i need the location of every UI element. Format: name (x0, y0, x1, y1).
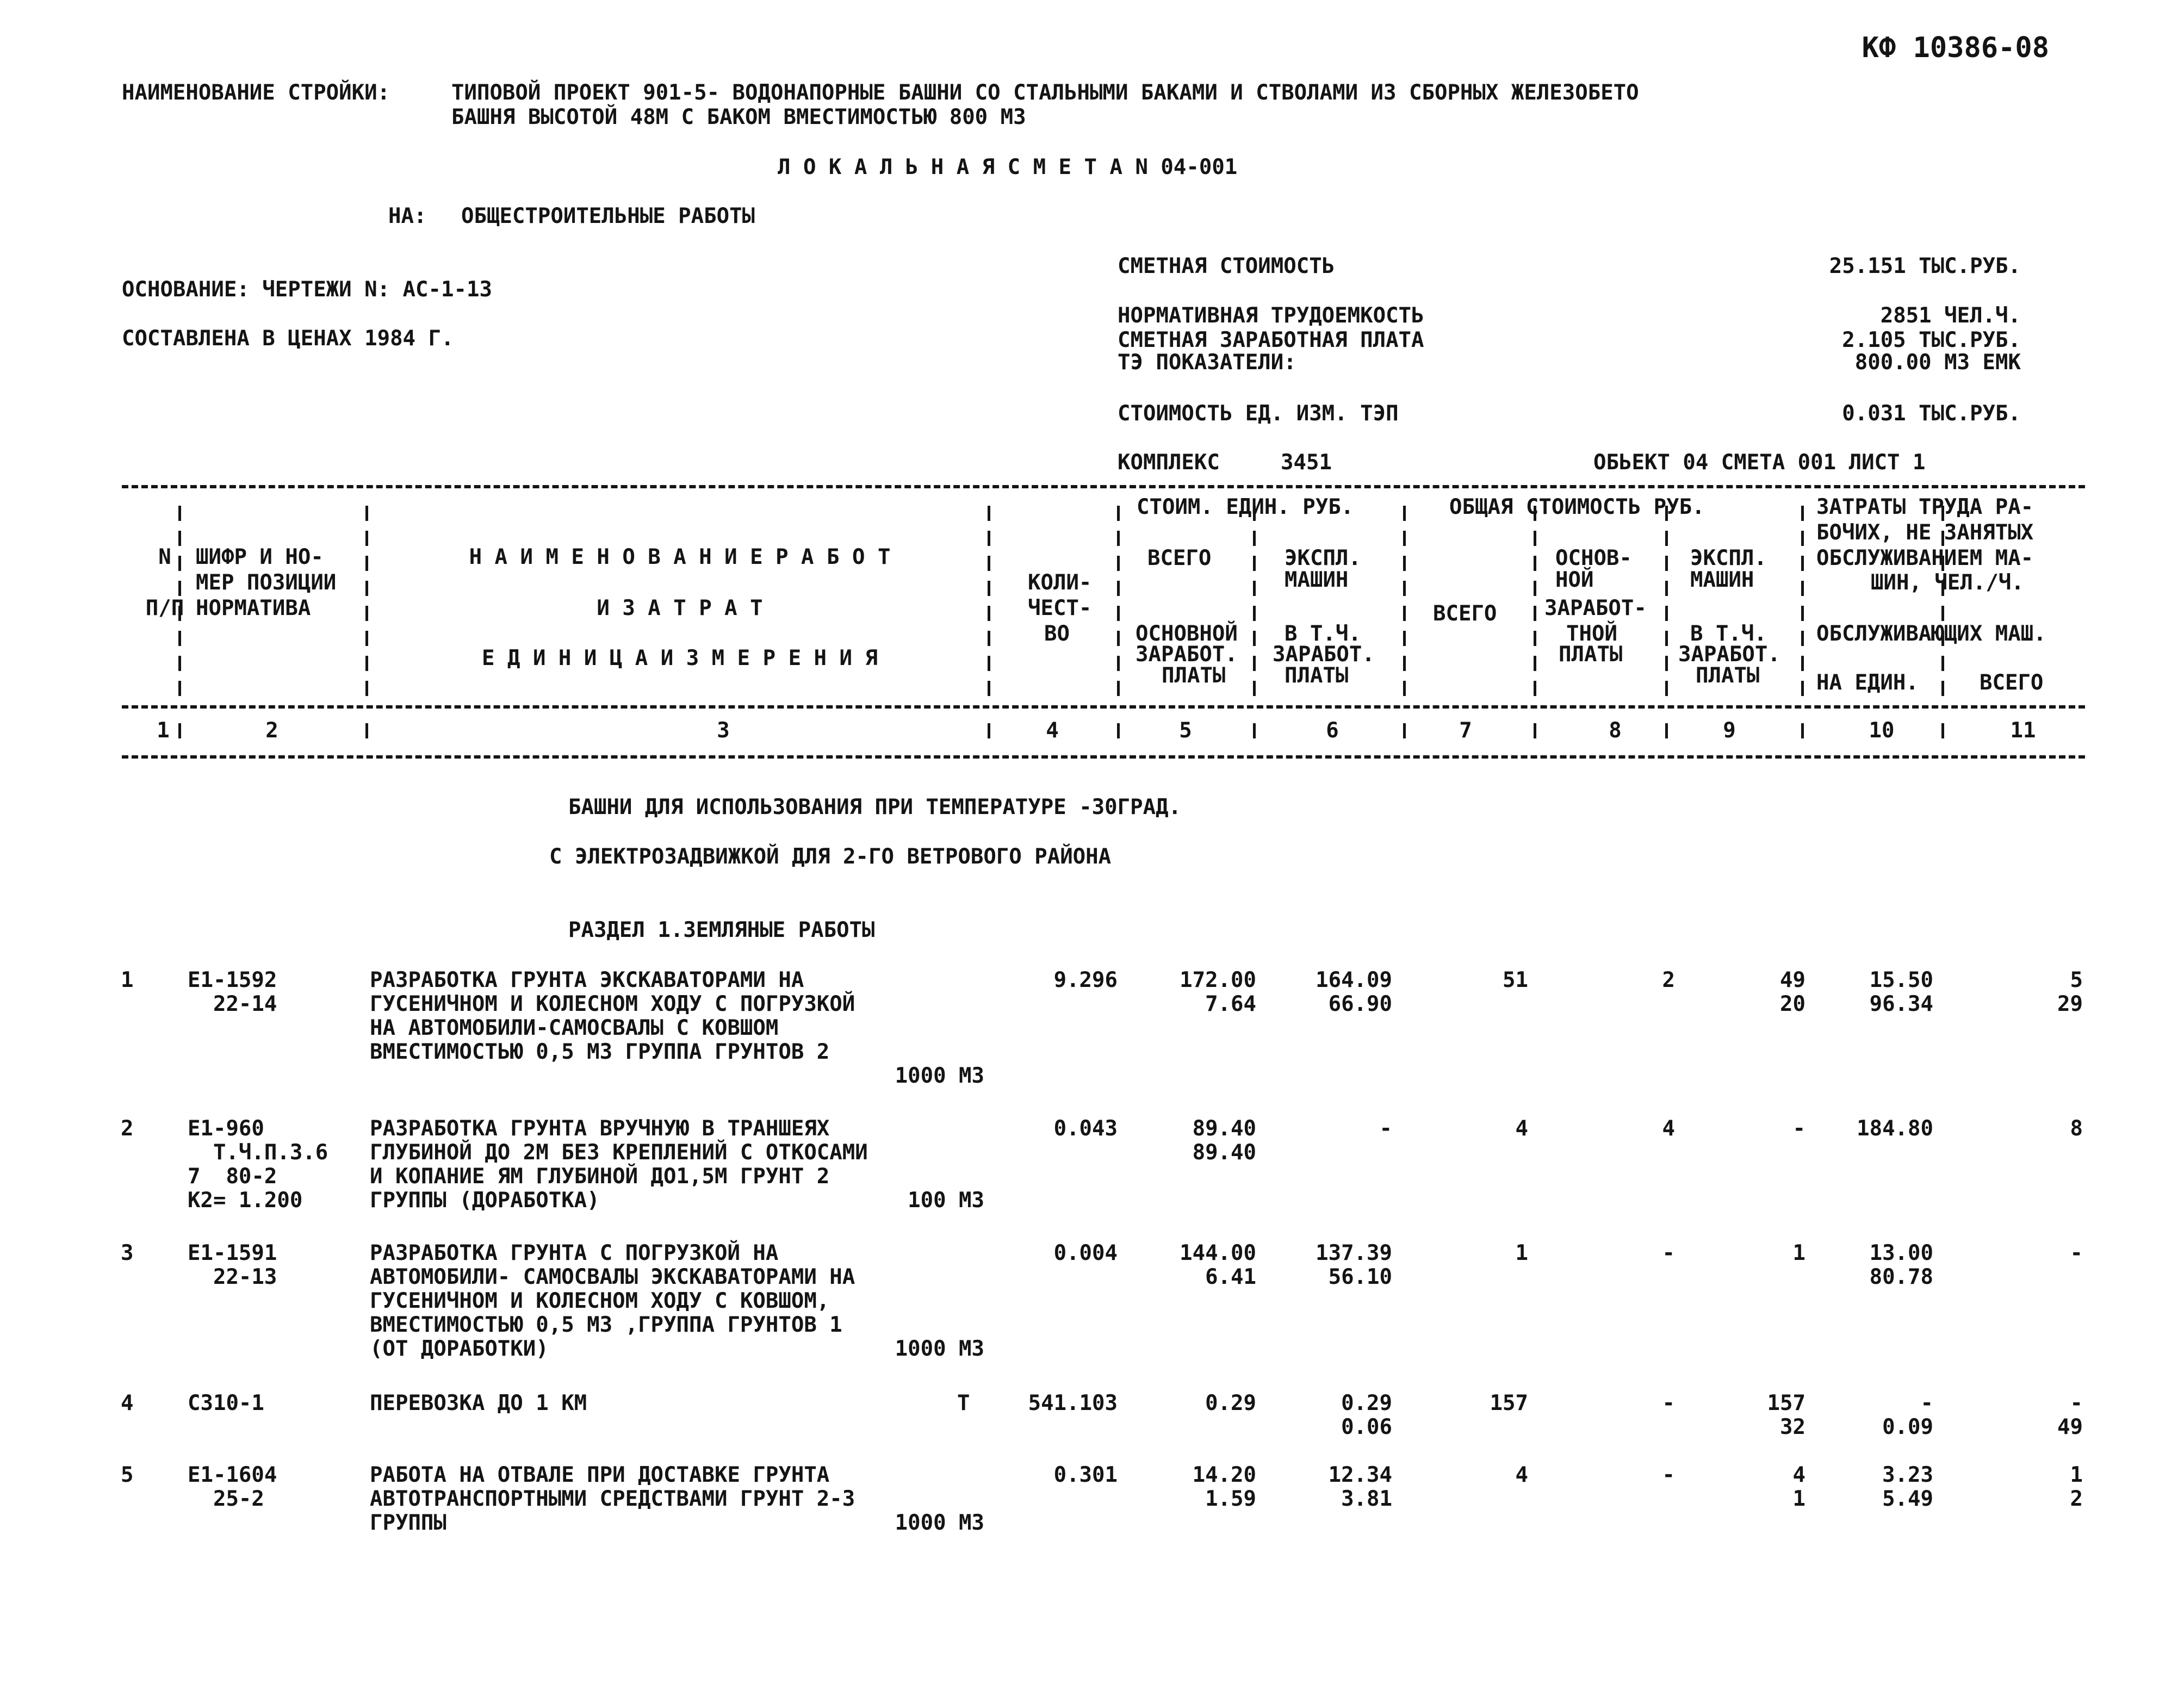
header-col-11: ВСЕГО (1980, 670, 2044, 695)
row-cell-c9: 1 (1792, 1487, 1805, 1511)
construction-label: НАИМЕНОВАНИЕ СТРОЙКИ: (122, 80, 390, 105)
row-cell-c7: 157 (1490, 1391, 1528, 1415)
complex-value: 3451 (1281, 450, 1332, 475)
header-labor-line-2: БОЧИХ, НЕ ЗАНЯТЫХ (1816, 520, 2034, 545)
construction-line-1: ТИПОВОЙ ПРОЕКТ 901-5- ВОДОНАПОРНЫЕ БАШНИ СО СТАЛЬНЫМИ БАКАМИ И СТВОЛАМИ ИЗ СБОРНЫХ ЖЕЛЕЗОБЕТО (451, 80, 1639, 105)
header-col-8-line-4: ТНОЙ (1566, 622, 1617, 646)
column-separator-tick (365, 656, 368, 671)
column-separator-tick (1941, 606, 1944, 621)
column-separator-tick (178, 531, 181, 546)
row-unit: 1000 М3 (895, 1511, 984, 1535)
row-cell-c9: 1 (1792, 1241, 1805, 1265)
row-code: 22-13 (188, 1265, 277, 1289)
document-code: КФ 10386-08 (1862, 32, 2049, 64)
row-quantity: 541.103 (1028, 1391, 1118, 1415)
row-code: Е1-1592 (188, 968, 277, 992)
summary-value-unit-cost: 0.031 ТЫС.РУБ. (1842, 401, 2021, 426)
header-col-3-line-1: Н А И М Е Н О В А Н И Е Р А Б О Т (469, 545, 891, 569)
summary-label-cost: СМЕТНАЯ СТОИМОСТЬ (1118, 254, 1335, 278)
section-line-2: С ЭЛЕКТРОЗАДВИЖКОЙ ДЛЯ 2-ГО ВЕТРОВОГО РАЙОНА (549, 844, 1112, 869)
header-col-6-line-1: ЭКСПЛ. (1285, 546, 1361, 570)
row-code: Т.Ч.П.3.6 (188, 1140, 328, 1165)
column-separator-tick (988, 531, 990, 546)
column-separator-tick (1665, 531, 1668, 546)
header-col-5-line-3: ЗАРАБОТ. (1136, 642, 1238, 667)
row-cell-c5: 0.29 (1205, 1391, 1256, 1415)
column-separator-tick (1534, 531, 1536, 546)
row-quantity: 0.004 (1053, 1241, 1118, 1265)
object-info: ОБЬЕКТ 04 СМЕТА 001 ЛИСТ 1 (1593, 450, 1926, 475)
column-separator-tick (365, 506, 368, 521)
row-quantity: 0.301 (1053, 1463, 1118, 1487)
summary-label-wages: СМЕТНАЯ ЗАРАБОТНАЯ ПЛАТА (1118, 328, 1424, 352)
table-header-rule (122, 705, 2085, 709)
column-number-4: 4 (1046, 718, 1059, 743)
column-separator-tick (365, 606, 368, 621)
summary-value-wages: 2.105 ТЫС.РУБ. (1842, 328, 2021, 352)
row-name-line: РАЗРАБОТКА ГРУНТА ЭКСКАВАТОРАМИ НА (370, 968, 804, 992)
row-name-line: ВМЕСТИМОСТЬЮ 0,5 М3 ,ГРУППА ГРУНТОВ 1 (370, 1313, 842, 1337)
construction-line-2: БАШНЯ ВЫСОТОЙ 48М С БАКОМ ВМЕСТИМОСТЬЮ 800 М3 (451, 105, 1026, 129)
row-code: 7 80-2 (188, 1164, 277, 1189)
summary-value-indicators: 800.00 М3 ЕМК (1854, 350, 2021, 375)
row-name-line: РАБОТА НА ОТВАЛЕ ПРИ ДОСТАВКЕ ГРУНТА (370, 1463, 830, 1487)
row-cell-c8: - (1662, 1241, 1675, 1265)
column-separator-tick (1403, 606, 1406, 621)
column-separator-tick (1801, 656, 1804, 671)
row-cell-c11: 49 (2057, 1415, 2083, 1439)
column-number-7: 7 (1459, 718, 1472, 743)
row-cell-c7: 1 (1515, 1241, 1528, 1265)
column-number-1: 1 (157, 718, 170, 743)
row-name-line: НА АВТОМОБИЛИ-САМОСВАЛЫ С КОВШОМ (370, 1016, 779, 1040)
column-number-2: 2 (265, 718, 278, 743)
row-cell-c6: 164.09 (1316, 968, 1392, 992)
column-separator-tick (1403, 681, 1406, 696)
header-col-9-line-3: В Т.Ч. (1690, 622, 1767, 646)
column-separator-tick (365, 681, 368, 696)
column-separator-tick (988, 556, 990, 571)
header-col-3-line-2: И З А Т Р А Т (597, 596, 763, 620)
column-separator-tick (1941, 681, 1944, 696)
column-separator-tick (1403, 506, 1406, 521)
column-separator-tick (365, 581, 368, 596)
column-separator-tick (1534, 723, 1536, 738)
column-separator-tick (1403, 556, 1406, 571)
column-separator-tick (1253, 723, 1256, 738)
column-separator-tick (1253, 656, 1256, 671)
row-cell-c11: 2 (2070, 1487, 2083, 1511)
column-separator-tick (1665, 631, 1668, 646)
summary-label-indicators: ТЭ ПОКАЗАТЕЛИ: (1118, 350, 1296, 375)
row-name-line: ГУСЕНИЧНОМ И КОЛЕСНОМ ХОДУ С КОВШОМ, (370, 1289, 830, 1313)
row-cell-c9: 157 (1767, 1391, 1805, 1415)
row-quantity: 0.043 (1053, 1116, 1118, 1141)
row-cell-c5: 172.00 (1180, 968, 1256, 992)
column-separator-tick (1403, 723, 1406, 738)
column-separator-tick (365, 723, 368, 738)
column-separator-tick (1665, 556, 1668, 571)
column-separator-tick (1117, 556, 1120, 571)
header-col-1-line-2: П/П (145, 596, 184, 620)
column-separator-tick (1665, 581, 1668, 596)
column-separator-tick (1534, 581, 1536, 596)
column-separator-tick (1117, 531, 1120, 546)
column-separator-tick (1117, 656, 1120, 671)
row-name-line: РАЗРАБОТКА ГРУНТА ВРУЧНУЮ В ТРАНШЕЯХ (370, 1116, 830, 1141)
row-name-line: РАЗРАБОТКА ГРУНТА С ПОГРУЗКОЙ НА (370, 1241, 779, 1265)
row-name-line: ГЛУБИНОЙ ДО 2М БЕЗ КРЕПЛЕНИЙ С ОТКОСАМИ (370, 1140, 868, 1165)
column-separator-tick (1117, 681, 1120, 696)
header-col-6-line-4: ЗАРАБОТ. (1273, 642, 1375, 667)
row-number: 3 (121, 1241, 134, 1265)
row-name-line: АВТОМОБИЛИ- САМОСВАЛЫ ЭКСКАВАТОРАМИ НА (370, 1265, 855, 1289)
row-cell-c10: 5.49 (1882, 1487, 1933, 1511)
row-code: С310-1 (188, 1391, 264, 1415)
column-separator-tick (1403, 531, 1406, 546)
row-code: Е1-960 (188, 1116, 264, 1141)
header-col-8-line-1: ОСНОВ- (1555, 546, 1632, 570)
column-separator-tick (1665, 656, 1668, 671)
header-col-9-line-1: ЭКСПЛ. (1690, 546, 1767, 570)
row-number: 1 (121, 968, 134, 992)
header-col-5-line-2: ОСНОВНОЙ (1136, 622, 1238, 646)
column-separator-tick (988, 723, 990, 738)
row-name-line: И КОПАНИЕ ЯМ ГЛУБИНОЙ ДО1,5М ГРУНТ 2 (370, 1164, 830, 1189)
header-service: ОБСЛУЖИВАЮЩИХ МАШ. (1816, 622, 2046, 646)
row-code: 25-2 (188, 1487, 264, 1511)
row-cell-c6: 56.10 (1328, 1265, 1392, 1289)
row-name-line: ВМЕСТИМОСТЬЮ 0,5 М3 ГРУППА ГРУНТОВ 2 (370, 1040, 830, 1064)
row-cell-c10: 15.50 (1869, 968, 1933, 992)
row-unit: Т (957, 1391, 970, 1415)
row-cell-c6: 12.34 (1328, 1463, 1392, 1487)
column-separator-tick (1534, 681, 1536, 696)
header-col-4-line-2: ЧЕСТ- (1028, 596, 1092, 620)
row-name-line: ГУСЕНИЧНОМ И КОЛЕСНОМ ХОДУ С ПОГРУЗКОЙ (370, 992, 855, 1016)
header-col-2-line-3: НОРМАТИВА (196, 596, 311, 620)
summary-label-unit-cost: СТОИМОСТЬ ЕД. ИЗМ. ТЭП (1118, 401, 1399, 426)
column-separator-tick (988, 606, 990, 621)
row-name-line: (ОТ ДОРАБОТКИ) (370, 1337, 549, 1361)
column-separator-tick (1117, 506, 1120, 521)
column-separator-tick (1253, 606, 1256, 621)
section-line-1: БАШНИ ДЛЯ ИСПОЛЬЗОВАНИЯ ПРИ ТЕМПЕРАТУРЕ -30ГРАД. (568, 795, 1182, 819)
header-col-3-line-3: Е Д И Н И Ц А И З М Е Р Е Н И Я (482, 646, 878, 670)
row-cell-c6: 3.81 (1341, 1487, 1392, 1511)
header-unit-cost: СТОИМ. ЕДИН. РУБ. (1137, 495, 1354, 519)
row-cell-c10: 3.23 (1882, 1463, 1933, 1487)
column-separator-tick (988, 656, 990, 671)
row-cell-c9: 4 (1792, 1463, 1805, 1487)
basis-text: ОСНОВАНИЕ: ЧЕРТЕЖИ N: АС-1-13 (122, 277, 492, 302)
column-number-5: 5 (1179, 718, 1192, 743)
column-separator-tick (1801, 531, 1804, 546)
column-number-10: 10 (1869, 718, 1895, 743)
header-col-9-line-2: МАШИН (1690, 568, 1754, 592)
row-unit: 100 М3 (908, 1188, 984, 1213)
column-separator-tick (1253, 631, 1256, 646)
column-separator-tick (1253, 556, 1256, 571)
header-total-cost: ОБЩАЯ СТОИМОСТЬ РУБ. (1449, 495, 1705, 519)
row-cell-c10: 96.34 (1869, 992, 1933, 1016)
row-cell-c5: 89.40 (1192, 1116, 1256, 1141)
summary-value-cost: 25.151 ТЫС.РУБ. (1829, 254, 2021, 278)
column-separator-tick (1117, 631, 1120, 646)
column-separator-tick (1665, 723, 1668, 738)
column-separator-tick (1801, 606, 1804, 621)
column-number-3: 3 (717, 718, 730, 743)
column-separator-tick (1665, 606, 1668, 621)
header-col-5-line-4: ПЛАТЫ (1162, 663, 1226, 688)
header-col-6-line-5: ПЛАТЫ (1285, 663, 1349, 688)
header-labor-line-1: ЗАТРАТЫ ТРУДА РА- (1816, 495, 2034, 519)
row-cell-c5: 6.41 (1205, 1265, 1256, 1289)
column-separator-tick (1534, 656, 1536, 671)
row-cell-c11: 29 (2057, 992, 2083, 1016)
row-cell-c8: - (1662, 1391, 1675, 1415)
row-cell-c5: 89.40 (1192, 1140, 1256, 1165)
header-col-4-line-1: КОЛИ- (1028, 570, 1092, 595)
column-separator-tick (1253, 681, 1256, 696)
column-separator-tick (178, 656, 181, 671)
complex-label: КОМПЛЕКС (1118, 450, 1220, 475)
row-cell-c10: 80.78 (1869, 1265, 1933, 1289)
column-number-9: 9 (1723, 718, 1736, 743)
header-col-7: ВСЕГО (1433, 601, 1497, 626)
header-col-9-line-4: ЗАРАБОТ. (1678, 642, 1780, 667)
column-separator-tick (178, 506, 181, 521)
column-separator-tick (1941, 656, 1944, 671)
estimate-title: Л О К А Л Ь Н А Я С М Е Т А N 04-001 (778, 155, 1238, 179)
column-separator-tick (178, 581, 181, 596)
column-separator-tick (988, 506, 990, 521)
column-number-8: 8 (1609, 718, 1622, 743)
column-separator-tick (988, 631, 990, 646)
column-separator-tick (1403, 581, 1406, 596)
header-col-2-line-1: ШИФР И НО- (196, 545, 324, 569)
row-cell-c6: 66.90 (1328, 992, 1392, 1016)
column-separator-tick (988, 581, 990, 596)
column-separator-tick (1941, 723, 1944, 738)
row-unit: 1000 М3 (895, 1337, 984, 1361)
row-cell-c6: 0.06 (1341, 1415, 1392, 1439)
column-separator-tick (1403, 631, 1406, 646)
header-col-8-line-3: ЗАРАБОТ- (1544, 596, 1647, 620)
row-cell-c11: 1 (2070, 1463, 2083, 1487)
row-cell-c9: 49 (1780, 968, 1805, 992)
column-separator-tick (1253, 581, 1256, 596)
prices-text: СОСТАВЛЕНА В ЦЕНАХ 1984 Г. (122, 326, 454, 351)
for-value: ОБЩЕСТРОИТЕЛЬНЫЕ РАБОТЫ (461, 204, 755, 228)
row-cell-c10: - (1920, 1391, 1933, 1415)
row-cell-c9: - (1792, 1116, 1805, 1141)
row-cell-c10: 184.80 (1857, 1116, 1933, 1141)
row-cell-c5: 14.20 (1192, 1463, 1256, 1487)
row-cell-c7: 4 (1515, 1463, 1528, 1487)
column-separator-tick (1801, 631, 1804, 646)
row-cell-c8: 4 (1662, 1116, 1675, 1141)
column-separator-tick (1253, 531, 1256, 546)
row-number: 4 (121, 1391, 134, 1415)
header-col-2-line-2: МЕР ПОЗИЦИИ (196, 570, 337, 595)
row-cell-c11: - (2070, 1391, 2083, 1415)
row-cell-c6: - (1379, 1116, 1392, 1141)
row-quantity: 9.296 (1053, 968, 1118, 992)
column-separator-tick (178, 681, 181, 696)
row-number: 2 (121, 1116, 134, 1141)
header-col-1-line-1: N (158, 545, 171, 569)
header-col-10: НА ЕДИН. (1816, 670, 1919, 695)
summary-label-labor: НОРМАТИВНАЯ ТРУДОЕМКОСТЬ (1118, 303, 1424, 328)
row-name-line: ГРУППЫ (ДОРАБОТКА) (370, 1188, 600, 1213)
column-separator-tick (1801, 506, 1804, 521)
header-col-8-line-5: ПЛАТЫ (1559, 642, 1623, 667)
column-separator-tick (1117, 581, 1120, 596)
row-cell-c5: 1.59 (1205, 1487, 1256, 1511)
row-code: 22-14 (188, 992, 277, 1016)
row-code: Е1-1604 (188, 1463, 277, 1487)
row-cell-c10: 13.00 (1869, 1241, 1933, 1265)
column-separator-tick (365, 531, 368, 546)
column-separator-tick (988, 681, 990, 696)
header-col-6-line-2: МАШИН (1285, 568, 1349, 592)
row-cell-c11: 5 (2070, 968, 2083, 992)
column-separator-tick (1801, 723, 1804, 738)
row-cell-c5: 7.64 (1205, 992, 1256, 1016)
summary-value-labor: 2851 ЧЕЛ.Ч. (1880, 303, 2021, 328)
row-cell-c5: 144.00 (1180, 1241, 1256, 1265)
column-separator-tick (1801, 681, 1804, 696)
column-separator-tick (1534, 556, 1536, 571)
column-separator-tick (1403, 656, 1406, 671)
row-code: К2= 1.200 (188, 1188, 303, 1213)
column-separator-tick (1117, 723, 1120, 738)
header-col-6-line-3: В Т.Ч. (1285, 622, 1361, 646)
row-cell-c6: 0.29 (1341, 1391, 1392, 1415)
row-cell-c11: 8 (2070, 1116, 2083, 1141)
header-col-5-line-1: ВСЕГО (1147, 546, 1212, 570)
row-code: Е1-1591 (188, 1241, 277, 1265)
row-name-line: АВТОТРАНСПОРТНЫМИ СРЕДСТВАМИ ГРУНТ 2-3 (370, 1487, 855, 1511)
header-col-4-line-3: ВО (1044, 622, 1070, 646)
header-labor-line-4: ШИН, ЧЕЛ./Ч. (1871, 570, 2024, 595)
table-top-rule (122, 485, 2085, 488)
row-cell-c9: 20 (1780, 992, 1805, 1016)
header-col-9-line-5: ПЛАТЫ (1696, 663, 1760, 688)
row-cell-c8: - (1662, 1463, 1675, 1487)
column-separator-tick (1534, 606, 1536, 621)
row-name-line: ГРУППЫ (370, 1511, 446, 1535)
row-cell-c9: 32 (1780, 1415, 1805, 1439)
row-number: 5 (121, 1463, 134, 1487)
row-unit: 1000 М3 (895, 1064, 984, 1088)
row-cell-c7: 4 (1515, 1116, 1528, 1141)
row-name-line: ПЕРЕВОЗКА ДО 1 КМ (370, 1391, 587, 1415)
header-col-8-line-2: НОЙ (1555, 568, 1594, 592)
column-separator-tick (1801, 556, 1804, 571)
column-separator-tick (365, 556, 368, 571)
row-cell-c8: 2 (1662, 968, 1675, 992)
column-separator-tick (1665, 681, 1668, 696)
column-separator-tick (1801, 581, 1804, 596)
table-numbers-rule (122, 755, 2085, 759)
header-labor-line-3: ОБСЛУЖИВАНИЕМ МА- (1816, 546, 2034, 570)
column-separator-tick (1117, 606, 1120, 621)
for-label: НА: (388, 204, 427, 228)
row-cell-c7: 51 (1503, 968, 1528, 992)
row-cell-c10: 0.09 (1882, 1415, 1933, 1439)
row-cell-c11: - (2070, 1241, 2083, 1265)
column-separator-tick (365, 631, 368, 646)
column-number-6: 6 (1326, 718, 1339, 743)
row-cell-c6: 137.39 (1316, 1241, 1392, 1265)
column-separator-tick (178, 631, 181, 646)
section-title: РАЗДЕЛ 1.ЗЕМЛЯНЫЕ РАБОТЫ (568, 918, 875, 942)
column-number-11: 11 (2010, 718, 2036, 743)
column-separator-tick (1534, 631, 1536, 646)
